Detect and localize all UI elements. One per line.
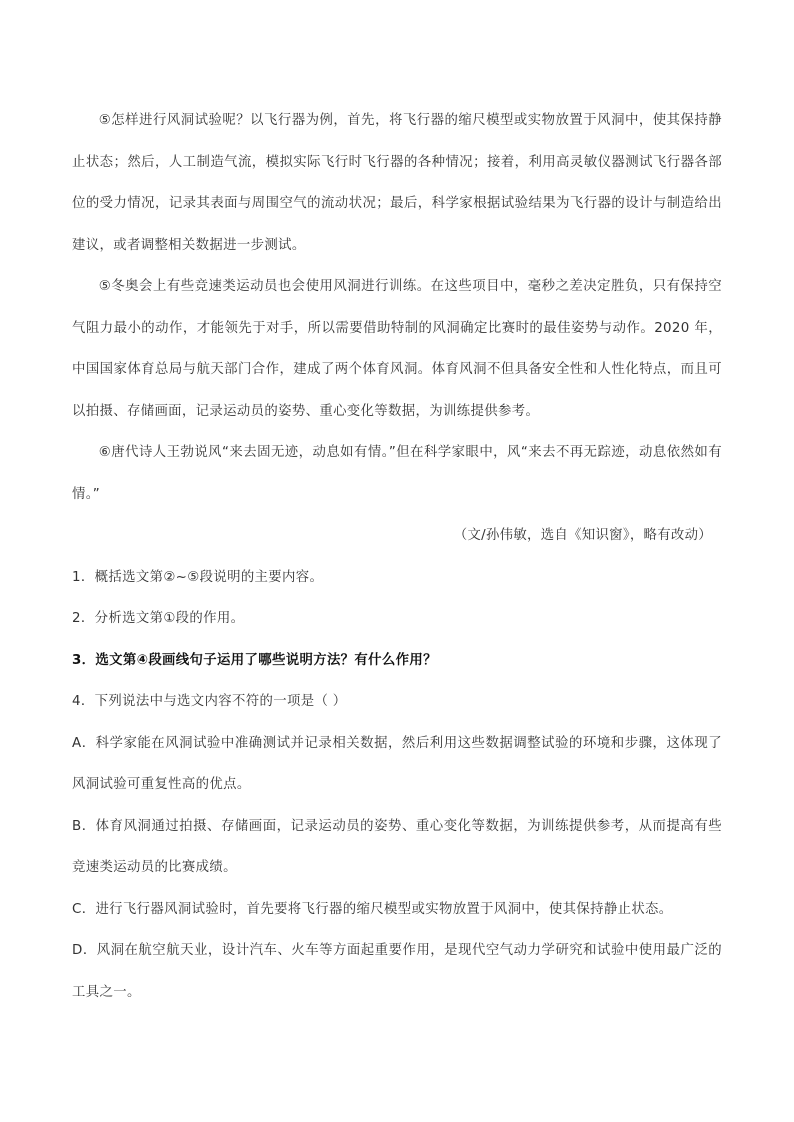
option-a: A．科学家能在风洞试验中准确测试并记录相关数据，然后利用这些数据调整试验的环境和步骤，这体现了风洞试验可重复性高的优点。 [72, 735, 722, 792]
option-b: B．体育风洞通过拍摄、存储画面，记录运动员的姿势、重心变化等数据，为训练提供参考，从而提高有些竞速类运动员的比赛成绩。 [72, 818, 722, 875]
question-4: 4．下列说法中与选文内容不符的一项是（ ） [72, 694, 347, 709]
passage-paragraph-6: ⑥唐代诗人王勃说风“来去固无迹，动息如有情。”但在科学家眼中，风“来去不再无踪迹，动息依然如有情。” [72, 445, 722, 502]
passage-source: （文/孙伟敏，选自《知识窗》，略有改动） [453, 528, 712, 543]
option-c: C．进行飞行器风洞试验时，首先要将飞行器的缩尺模型或实物放置于风洞中，使其保持静止状态。 [72, 901, 673, 917]
passage-paragraph-5a: ⑤怎样进行风洞试验呢？以飞行器为例，首先，将飞行器的缩尺模型或实物放置于风洞中，使其保持静止状态；然后，人工制造气流，模拟实际飞行时飞行器的各种情况；接着，利用高灵敏仪器测试飞行器各部位的受力情况，记录其表面与周围空气的流动状况；最后，科学家根据试验结果为飞行器的设计与制造给出建议，或者调整相关数据进一步测试。 [72, 113, 722, 253]
document-content [72, 100, 722, 1013]
question-2: 2．分析选文第①段的作用。 [72, 611, 245, 626]
option-d: D．风洞在航空航天业，设计汽车、火车等方面起重要作用，是现代空气动力学研究和试验中使用最广泛的工具之一。 [72, 943, 722, 1000]
question-1: 1．概括选文第②~⑤段说明的主要内容。 [72, 569, 324, 585]
question-3: 3．选文第④段画线句子运用了哪些说明方法？有什么作用？ [72, 652, 437, 668]
passage-paragraph-5b: ⑤冬奥会上有些竞速类运动员也会使用风洞进行训练。在这些项目中，毫秒之差决定胜负，只有保持空气阻力最小的动作，才能领先于对手，所以需要借助特制的风洞确定比赛时的最佳姿势与动作。2020 年，中国国家体育总局与航天部门合作，建成了两个体育风洞。体育风洞不但具备安全性和人性化特点，而且可以拍摄、存储画面，记录运动员的姿势、重心变化等数据，为训练提供参考。 [72, 279, 722, 419]
